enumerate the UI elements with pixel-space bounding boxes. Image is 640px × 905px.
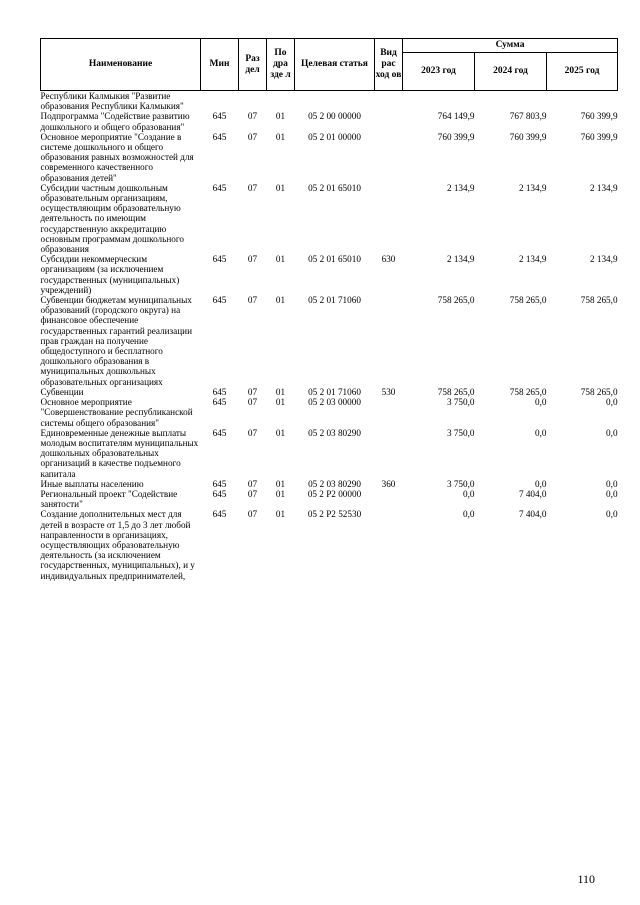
cell-min: 645 — [212, 295, 227, 306]
table-row — [41, 254, 618, 295]
cell-2025 — [547, 91, 618, 112]
cell-podrazdel: 01 — [275, 295, 286, 306]
cell-min: 645 — [212, 131, 227, 142]
cell-vid: 360 — [381, 478, 396, 489]
cell-name: Субвенции бюджетам муниципальных образований (городского округа) на финансовое обеспечение государственных гарантий реализации прав граждан на получение общедоступного и бесплатного дошкольного образования в муниципальных дошкольных образовательных организациях — [40, 295, 193, 387]
cell-razdel: 07 — [247, 182, 258, 193]
header-sum: Сумма — [403, 39, 618, 53]
cell-podrazdel — [267, 91, 295, 112]
cell-2023 — [403, 91, 475, 112]
cell-2025: 0,0 — [606, 397, 618, 408]
cell-razdel: 07 — [247, 254, 258, 265]
cell-podrazdel: 01 — [275, 111, 286, 122]
cell-2025: 760 399,9 — [580, 131, 618, 142]
cell-target: 05 2 01 65010 — [308, 254, 361, 265]
cell-podrazdel: 01 — [275, 509, 286, 520]
cell-target: 05 2 03 80290 — [308, 427, 361, 438]
cell-name: Субсидии некоммерческим организациям (за исключением государственных (муниципальных) учреждений) — [40, 254, 180, 295]
cell-vid: 530 — [381, 386, 396, 397]
cell-2023: 3 750,0 — [446, 397, 475, 408]
cell-podrazdel: 01 — [275, 488, 286, 499]
cell-2023: 0,0 — [463, 509, 475, 520]
cell-vid: 630 — [381, 254, 396, 265]
cell-min: 645 — [212, 182, 227, 193]
cell-2025: 758 265,0 — [580, 386, 618, 397]
cell-target: 05 2 01 71060 — [308, 386, 361, 397]
header-year-2025: 2025 год — [547, 53, 618, 91]
header-min: Мин — [201, 39, 239, 91]
page-number: 110 — [577, 872, 595, 886]
table-row — [41, 428, 618, 479]
table-row — [41, 295, 618, 387]
header-name: Наименование — [41, 39, 201, 91]
cell-name: Республики Калмыкия "Развитие образования Республики Калмыкия" — [40, 91, 184, 112]
cell-min: 645 — [212, 488, 227, 499]
cell-2024: 760 399,9 — [509, 131, 547, 142]
cell-2024: 758 265,0 — [509, 386, 547, 397]
cell-2024: 2 134,9 — [518, 182, 547, 193]
cell-name: Основное мероприятие "Совершенствование республиканской системы общего образования" — [40, 397, 193, 428]
table-row — [41, 489, 618, 509]
header-year-2023: 2023 год — [403, 53, 475, 91]
cell-podrazdel: 01 — [275, 131, 286, 142]
cell-2025: 0,0 — [606, 509, 618, 520]
cell-name: Единовременные денежные выплаты молодым воспитателям муниципальных дошкольных образовательных организаций в качестве подъемного капитала — [40, 427, 199, 479]
cell-target: 05 2 01 71060 — [308, 295, 361, 306]
cell-2024: 7 404,0 — [518, 488, 547, 499]
cell-name: Субвенции — [40, 386, 84, 397]
header-razdel: Раз дел — [239, 39, 267, 91]
cell-podrazdel: 01 — [275, 397, 286, 408]
cell-target: 05 2 00 00000 — [308, 111, 361, 122]
cell-2023: 760 399,9 — [437, 131, 475, 142]
cell-target: 05 2 03 80290 — [308, 478, 361, 489]
cell-vid — [375, 428, 403, 479]
table-header — [41, 39, 618, 91]
cell-podrazdel: 01 — [275, 386, 286, 397]
table-row — [41, 387, 618, 397]
cell-2024: 767 803,9 — [509, 111, 547, 122]
cell-razdel: 07 — [247, 111, 258, 122]
cell-podrazdel: 01 — [275, 182, 286, 193]
cell-2025: 0,0 — [606, 488, 618, 499]
table-row — [41, 132, 618, 183]
cell-2023: 3 750,0 — [446, 478, 475, 489]
cell-2023: 758 265,0 — [437, 386, 475, 397]
cell-min: 645 — [212, 386, 227, 397]
cell-2023: 0,0 — [463, 488, 475, 499]
cell-2023: 764 149,9 — [437, 111, 475, 122]
table-row — [41, 183, 618, 254]
cell-name: Иные выплаты населению — [40, 478, 144, 489]
cell-2023: 3 750,0 — [446, 427, 475, 438]
header-vid: Вид рас ход ов — [375, 39, 403, 91]
cell-2025: 0,0 — [606, 478, 618, 489]
header-year-2024: 2024 год — [475, 53, 547, 91]
table-row — [41, 111, 618, 131]
cell-vid — [375, 295, 403, 387]
cell-min: 645 — [212, 478, 227, 489]
cell-2024: 0,0 — [535, 478, 547, 489]
cell-razdel: 07 — [247, 427, 258, 438]
cell-target — [295, 91, 375, 112]
cell-min: 645 — [212, 111, 227, 122]
cell-target: 05 2 01 00000 — [308, 131, 361, 142]
cell-name: Субсидии частным дошкольным образовательным организациям, осуществляющим образовательную деятельность по имеющим государственную аккредитацию основным программам дошкольного образования — [40, 182, 184, 255]
cell-name: Подпрограмма "Содействие развитию дошкольного и общего образования" — [40, 111, 190, 132]
cell-min: 645 — [212, 427, 227, 438]
cell-2024: 2 134,9 — [518, 254, 547, 265]
cell-vid — [375, 91, 403, 112]
cell-2024: 0,0 — [535, 427, 547, 438]
cell-podrazdel: 01 — [275, 478, 286, 489]
cell-2024: 0,0 — [535, 397, 547, 408]
cell-min: 645 — [212, 397, 227, 408]
cell-vid — [375, 183, 403, 254]
cell-podrazdel: 01 — [275, 254, 286, 265]
cell-2025: 760 399,9 — [580, 111, 618, 122]
cell-vid — [375, 111, 403, 131]
cell-vid — [375, 397, 403, 428]
cell-min: 645 — [212, 509, 227, 520]
cell-razdel: 07 — [247, 478, 258, 489]
cell-2025: 2 134,9 — [589, 254, 618, 265]
cell-2023: 2 134,9 — [446, 182, 475, 193]
budget-table — [40, 38, 618, 581]
cell-2025: 758 265,0 — [580, 295, 618, 306]
cell-2023: 2 134,9 — [446, 254, 475, 265]
header-target: Целевая статья — [295, 39, 375, 91]
cell-name: Региональный проект "Содействие занятости" — [40, 488, 178, 510]
cell-2024: 758 265,0 — [509, 295, 547, 306]
cell-vid — [375, 509, 403, 580]
cell-min: 645 — [212, 254, 227, 265]
cell-razdel: 07 — [247, 295, 258, 306]
cell-min — [201, 91, 239, 112]
cell-vid — [375, 489, 403, 509]
cell-podrazdel: 01 — [275, 427, 286, 438]
table-row — [41, 397, 618, 428]
cell-target: 05 2 P2 00000 — [307, 488, 362, 499]
cell-name: Создание дополнительных мест для детей в возрасте от 1,5 до 3 лет любой направленности в организациях, осуществляющих образовательную деятельность (за исключением государственных, муниципальных), и у индивидуальных предпринимателей, — [40, 509, 195, 581]
cell-razdel: 07 — [247, 131, 258, 142]
header-podrazdel: По дра зде л — [267, 39, 295, 91]
cell-2025: 0,0 — [606, 427, 618, 438]
cell-razdel: 07 — [247, 386, 258, 397]
cell-target: 05 2 03 00000 — [308, 397, 361, 408]
cell-razdel: 07 — [247, 488, 258, 499]
cell-2025: 2 134,9 — [589, 182, 618, 193]
table-row — [41, 91, 618, 112]
cell-vid — [375, 132, 403, 183]
cell-razdel — [239, 91, 267, 112]
cell-razdel: 07 — [247, 397, 258, 408]
table-body — [41, 91, 618, 581]
table-row — [41, 479, 618, 489]
cell-name: Основное мероприятие "Создание в системе дошкольного и общего образования равных возможностей для современного качественного образования детей" — [40, 131, 194, 183]
table-row — [41, 509, 618, 580]
cell-2024: 7 404,0 — [518, 509, 547, 520]
cell-target: 05 2 01 65010 — [308, 182, 361, 193]
cell-2023: 758 265,0 — [437, 295, 475, 306]
cell-2024 — [475, 91, 547, 112]
cell-razdel: 07 — [247, 509, 258, 520]
cell-target: 05 2 P2 52530 — [307, 509, 362, 520]
